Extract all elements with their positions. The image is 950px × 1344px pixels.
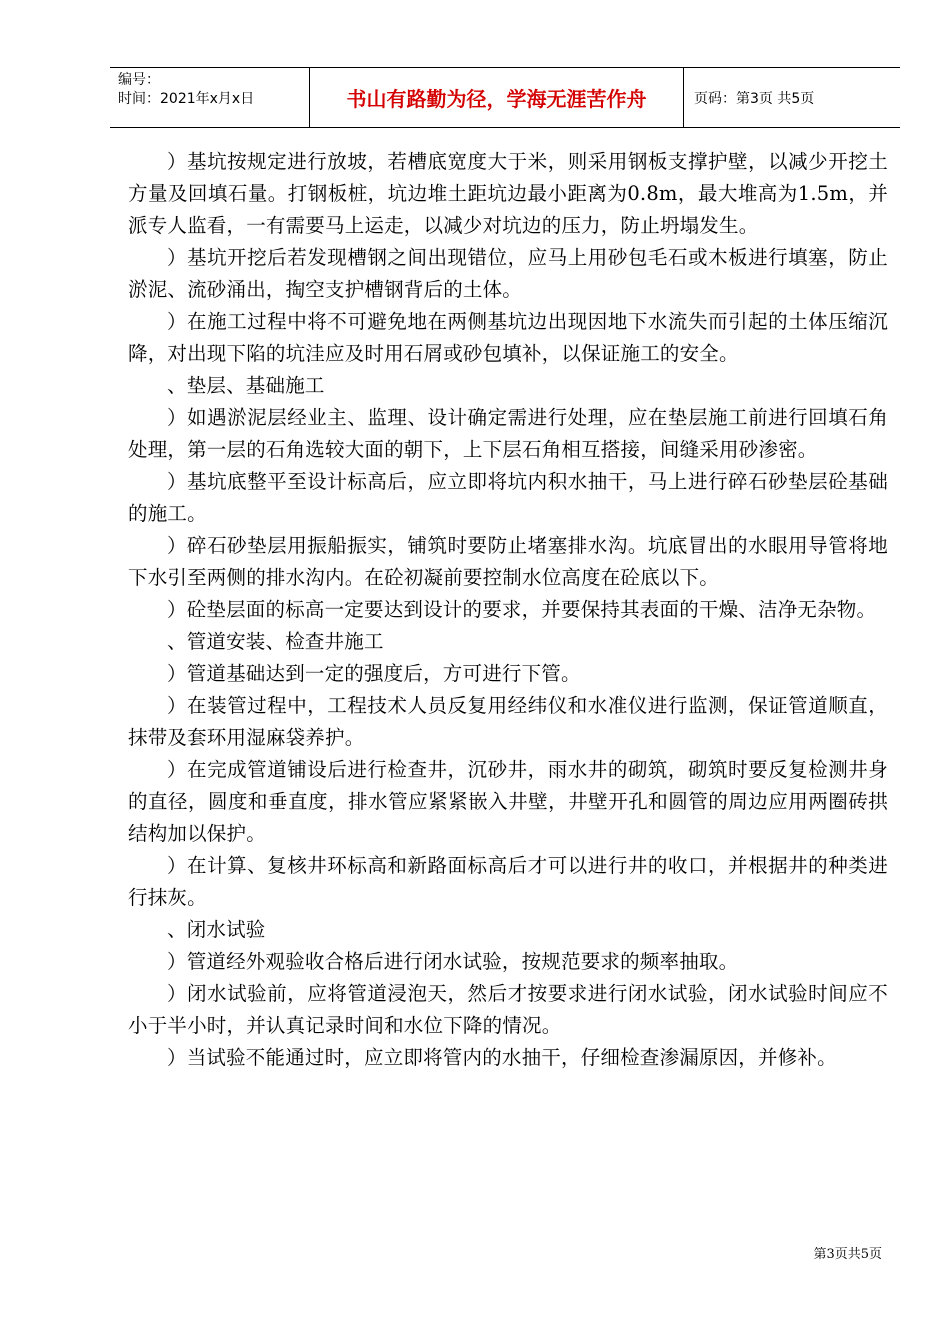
paragraph: ）基坑按规定进行放坡，若槽底宽度大于米，则采用钢板支撑护壁，以减少开挖土方量及回填石量。打钢板桩，坑边堆土距坑边最小距离为0.8m，最大堆高为1.5m，并派专人监看，一有需要马上运走，以减少对坑边的压力，防止坍塌发生。 xyxy=(128,150,888,237)
paragraph: ）在施工过程中将不可避免地在两侧基坑边出现因地下水流失而引起的土体压缩沉降，对出现下陷的坑洼应及时用石屑或砂包填补，以保证施工的安全。 xyxy=(128,310,888,365)
paragraph: ）在完成管道铺设后进行检查井，沉砂井，雨水井的砌筑，砌筑时要反复检测井身的直径，圆度和垂直度，排水管应紧紧嵌入井壁，井壁开孔和圆管的周边应用两圈砖拱结构加以保护。 xyxy=(128,758,888,845)
paragraph: ）在计算、复核井环标高和新路面标高后才可以进行井的收口，并根据井的种类进行抹灰。 xyxy=(128,854,888,909)
paragraph: ）当试验不能通过时，应立即将管内的水抽干，仔细检查渗漏原因，并修补。 xyxy=(167,1046,837,1069)
paragraph: ）基坑底整平至设计标高后，应立即将坑内积水抽干，马上进行碎石砂垫层砼基础的施工。 xyxy=(128,470,888,525)
header-motto xyxy=(310,68,684,127)
paragraph: ）如遇淤泥层经业主、监理、设计确定需进行处理，应在垫层施工前进行回填石角处理，第一层的石角选较大面的朝下，上下层石角相互搭接，间缝采用砂渗密。 xyxy=(128,406,888,461)
header-page-label: 页码：第3页 共5页 xyxy=(694,90,815,107)
section-heading: 、管道安装、检查井施工 xyxy=(167,630,384,653)
section-heading: 、闭水试验 xyxy=(167,918,266,941)
footer-page-number: 第3页共5页 xyxy=(813,1247,882,1262)
paragraph: ）碎石砂垫层用振船振实，铺筑时要防止堵塞排水沟。坑底冒出的水眼用导管将地下水引至两侧的排水沟内。在砼初凝前要控制水位高度在砼底以下。 xyxy=(128,534,888,589)
section-heading: 、垫层、基础施工 xyxy=(167,374,325,397)
motto-text: 书山有路勤为径，学海无涯苦作舟 xyxy=(346,87,647,111)
paragraph: ）砼垫层面的标高一定要达到设计的要求，并要保持其表面的干燥、洁净无杂物。 xyxy=(167,598,877,621)
doc-number-label: 编号： xyxy=(118,72,160,88)
paragraph: ）闭水试验前，应将管道浸泡天，然后才按要求进行闭水试验，闭水试验时间应不小于半小时，并认真记录时间和水位下降的情况。 xyxy=(128,982,888,1037)
paragraph: ）在装管过程中，工程技术人员反复用经纬仪和水准仪进行监测，保证管道顺直，抹带及套环用湿麻袋养护。 xyxy=(128,694,888,749)
header-page-info xyxy=(684,68,900,127)
header-meta xyxy=(110,68,310,127)
document-body xyxy=(128,146,888,1074)
paragraph: ）管道基础达到一定的强度后，方可进行下管。 xyxy=(167,662,581,685)
page-footer xyxy=(813,1243,882,1262)
paragraph: ）基坑开挖后若发现槽钢之间出现错位，应马上用砂包毛石或木板进行填塞，防止淤泥、流砂涌出，掏空支护槽钢背后的土体。 xyxy=(128,246,888,301)
paragraph: ）管道经外观验收合格后进行闭水试验，按规范要求的频率抽取。 xyxy=(167,950,739,973)
page-header xyxy=(110,67,900,128)
doc-time-label: 时间：2021年x月x日 xyxy=(118,91,255,107)
